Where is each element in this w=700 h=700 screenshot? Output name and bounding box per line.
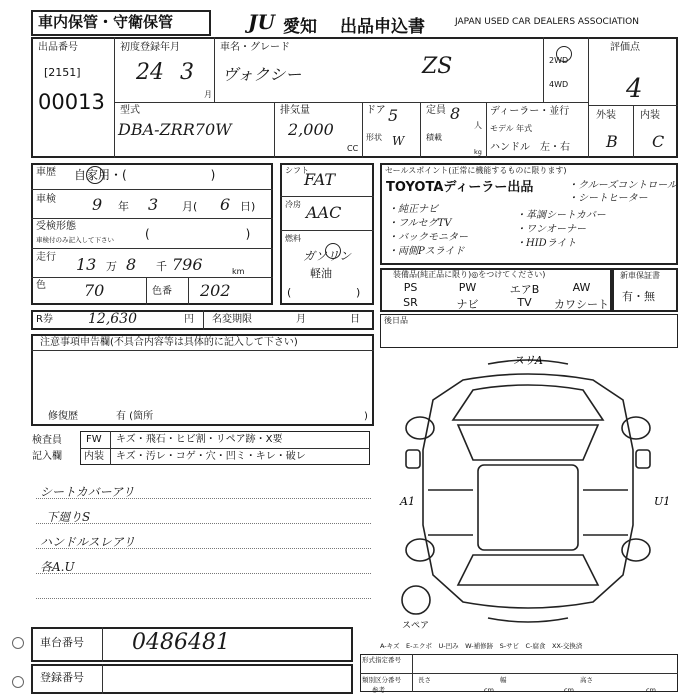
car-damage-diagram — [378, 350, 678, 635]
color-code-value: 202 — [200, 281, 231, 300]
capacity-unit: 人 — [474, 121, 482, 130]
type-label: 形式指定番号 — [362, 656, 401, 664]
class-label: 類別区分番号 — [362, 676, 401, 684]
shift-value: FAT — [304, 170, 336, 189]
warranty-label: 新車保証書 — [620, 271, 660, 280]
displacement-unit: CC — [347, 144, 359, 153]
chassis-label: 車台番号 — [40, 636, 84, 649]
recycle-value: 12,630 — [88, 311, 137, 327]
aircon-label: 冷房 — [285, 200, 301, 209]
dealer-option: ディーラー・並行 — [490, 106, 570, 117]
equipment-item[interactable]: PW — [458, 281, 477, 294]
color-label: 色 — [36, 280, 46, 291]
selling-points-label: セールスポイント(正常に機能するものに限ります) — [385, 166, 567, 175]
ref-label: 参考 — [372, 686, 385, 694]
rating-label: 評価点 — [610, 42, 640, 53]
first-registration-month: 3 — [180, 60, 194, 85]
model-year-label: モデル 年式 — [490, 124, 533, 133]
equipment-item[interactable]: カワシート — [554, 298, 609, 311]
equipment-item[interactable]: PS — [403, 281, 418, 294]
selling-points-headline: TOYOTAディーラー出品 — [386, 180, 534, 195]
selling-point-item: ・シートヒーター — [568, 193, 648, 204]
handwritten-note: シートカバーアリ — [40, 485, 135, 499]
first-registration-year: 24 — [136, 60, 164, 85]
interior-grade: C — [652, 132, 665, 151]
shape-label: 形状 — [366, 133, 382, 142]
inspection-label: 車検 — [36, 194, 56, 205]
inspector-row2-head: 内装 — [84, 451, 104, 462]
fuel-circle-mark — [325, 243, 341, 259]
inspection-day-text: 日) — [240, 200, 256, 213]
equipment-item[interactable]: ナビ — [456, 298, 479, 311]
cm-2: cm — [564, 686, 574, 694]
car-name-label: 車名・グレード — [220, 42, 290, 53]
width-label: 幅 — [500, 676, 507, 684]
shape-value: W — [392, 134, 405, 148]
handwritten-note: 下廻りS — [46, 510, 91, 524]
color-value: 70 — [84, 281, 105, 300]
load-label: 積載 — [426, 133, 442, 142]
inspector-row2-items: キズ・汚レ・コゲ・穴・凹ミ・キレ・破レ — [116, 451, 306, 462]
vehicle-info-box — [31, 37, 678, 158]
inspector-row1-head: FW — [86, 434, 102, 445]
equipment-item[interactable]: TV — [517, 296, 532, 309]
mileage-man-unit: 万 — [106, 260, 117, 273]
doors-value: 5 — [388, 106, 399, 125]
receipt-note: 車検付のみ記入して下さい — [36, 236, 114, 244]
model-label: 型式 — [120, 105, 140, 116]
diagram-left-mark: A1 — [400, 495, 415, 508]
punch-hole-bottom — [12, 676, 24, 688]
registration-label: 登録番号 — [40, 671, 84, 684]
handle-option: ハンドル 左・右 — [490, 142, 570, 153]
inspection-month: 3 — [148, 195, 159, 214]
receipt-label: 受検形態 — [36, 221, 76, 232]
repair-value: 有 (箇所 — [116, 411, 154, 422]
drive-4wd[interactable]: 4WD — [549, 80, 569, 89]
fuel-label: 燃料 — [285, 234, 301, 243]
doors-label: ドア — [366, 105, 386, 116]
inspection-month-text: 月( — [182, 200, 198, 213]
chassis-value: 0486481 — [132, 630, 230, 655]
color-code-label: 色番 — [152, 286, 172, 297]
diagram-right-mark: U1 — [654, 495, 671, 508]
fuel-diesel: 軽油 — [310, 267, 332, 280]
notes-label: 注意事項申告欄(不具合内容等は具体的に記入して下さい) — [40, 337, 298, 348]
history-circle-mark — [86, 166, 104, 184]
lot-code: [2151] — [44, 66, 81, 79]
lot-label: 出品番号 — [38, 42, 78, 53]
inspector-label-1: 検査員 — [32, 435, 62, 446]
exterior-label: 外装 — [596, 110, 616, 121]
warranty-options: 有・無 — [622, 290, 655, 303]
cm-3: cm — [646, 686, 656, 694]
fuel-paren-left: ( — [287, 286, 292, 299]
first-registration-label: 初度登録年月 — [120, 42, 180, 53]
equipment-item[interactable]: SR — [403, 296, 418, 309]
after-date-label: 後日品 — [384, 316, 408, 325]
drive-2wd-circle-mark — [556, 46, 572, 62]
first-registration-month-suffix: 月 — [204, 90, 212, 99]
history-label: 車歴 — [36, 167, 56, 178]
capacity-value: 8 — [450, 104, 461, 123]
car-grade-value: ZS — [422, 54, 453, 79]
brand-region: 愛知 — [283, 17, 317, 37]
name-change-month: 月 — [296, 314, 306, 325]
equipment-label: 装備品(純正品に限り)◎をつけてください) — [393, 270, 546, 279]
storage-title: 車内保管・守衛保管 — [38, 13, 174, 31]
interior-label: 内装 — [640, 110, 660, 121]
drive-2wd[interactable]: 2WD — [549, 56, 569, 65]
car-name-value: ヴォクシー — [222, 65, 302, 84]
mileage-rest: 796 — [172, 255, 203, 274]
history-value: 自家用・( ) — [74, 168, 216, 182]
mileage-man: 13 — [76, 255, 97, 274]
handwritten-note: ハンドルスレアリ — [40, 535, 136, 549]
model-value: DBA-ZRR70W — [118, 120, 232, 139]
recycle-unit: 円 — [184, 314, 194, 325]
after-date-box — [380, 314, 678, 348]
repair-label: 修復歴 — [48, 411, 78, 422]
ju-logo: JU — [248, 10, 275, 34]
mileage-sen: 8 — [126, 255, 137, 274]
displacement-label: 排気量 — [280, 105, 310, 116]
inspection-year-text: 年 — [118, 200, 129, 213]
inspection-day: 6 — [220, 195, 231, 214]
selling-point-item: ・両側Pスライド — [388, 246, 465, 257]
receipt-value: ( ) — [145, 227, 251, 241]
diagram-top-mark: スリA — [513, 354, 543, 367]
load-unit: kg — [474, 148, 482, 156]
cm-1: cm — [484, 686, 494, 694]
mileage-unit: km — [232, 267, 245, 276]
name-change-label: 名変期限 — [212, 314, 252, 325]
handwritten-note: 各A.U — [40, 560, 75, 574]
equipment-item[interactable]: エアB — [509, 283, 540, 296]
repair-close-paren: ) — [364, 411, 368, 422]
name-change-day: 日 — [350, 314, 360, 325]
selling-point-item: ・ワンオーナー — [516, 224, 586, 235]
inspector-label-2: 記入欄 — [32, 451, 62, 462]
spare-label: スペア — [402, 621, 430, 631]
exterior-grade: B — [606, 132, 618, 151]
lot-number: 00013 — [38, 90, 105, 114]
rating-score: 4 — [626, 74, 643, 104]
recycle-label: R券 — [36, 314, 53, 325]
fuel-gasoline: ガソリン — [303, 249, 352, 263]
capacity-label: 定員 — [426, 105, 446, 116]
fuel-paren-right: ) — [356, 286, 361, 299]
length-label: 長さ — [418, 676, 431, 684]
selling-point-item: ・純正ナビ — [388, 204, 438, 215]
displacement-value: 2,000 — [288, 120, 334, 139]
equipment-item[interactable]: AW — [572, 281, 591, 294]
inspection-year: 9 — [92, 195, 103, 214]
shift-label: シフト — [285, 166, 309, 175]
mileage-sen-unit: 千 — [156, 260, 167, 273]
aircon-value: AAC — [306, 203, 342, 222]
mileage-label: 走行 — [36, 252, 56, 263]
association-name: JAPAN USED CAR DEALERS ASSOCIATION — [455, 17, 639, 27]
selling-point-item: ・クルーズコントロール — [568, 180, 677, 191]
selling-point-item: ・HIDライト — [516, 238, 577, 249]
form-title: 出品申込書 — [340, 17, 425, 37]
damage-legend: A-キズ E-エクボ U-凹み W-補修跡 S-サビ C-腐食 XX-交換済 — [380, 642, 583, 650]
selling-point-item: ・革調シートカバー — [516, 210, 606, 221]
selling-point-item: ・バックモニター — [388, 232, 468, 243]
height-label: 高さ — [580, 676, 593, 684]
inspector-row1-items: キズ・飛石・ヒビ割・リペア跡・X要 — [116, 434, 283, 445]
punch-hole-top — [12, 637, 24, 649]
selling-point-item: ・フルセグTV — [388, 218, 452, 229]
